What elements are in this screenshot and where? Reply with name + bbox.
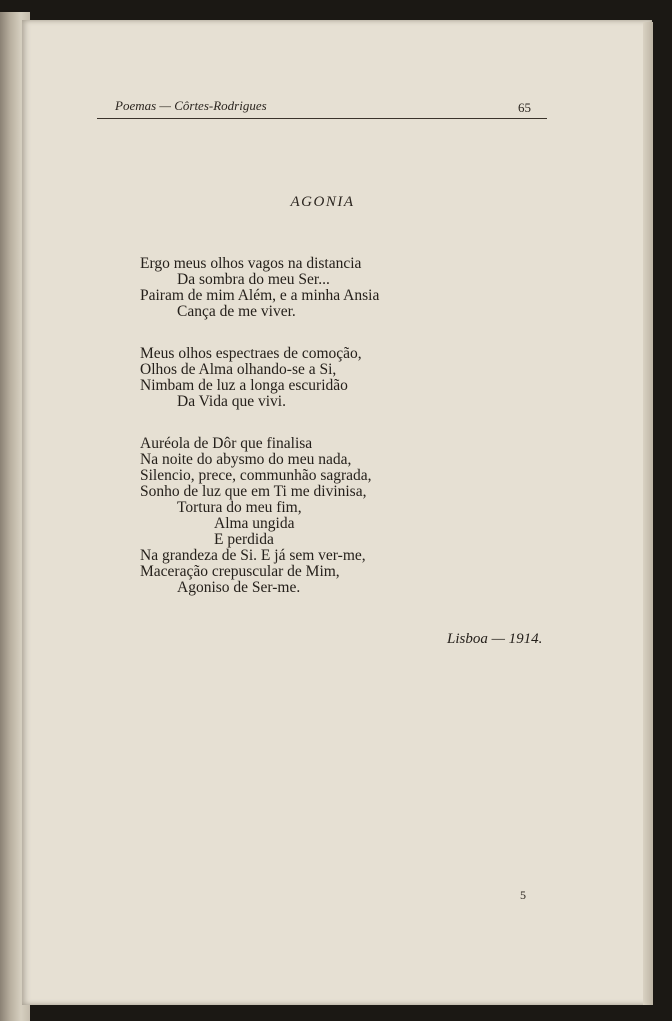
poem-line: Maceração crepuscular de Mim, [140, 563, 340, 580]
poem-line: Na grandeza de Si. E já sem ver-me, [140, 547, 366, 564]
stanza [140, 436, 372, 596]
poem-line: Meus olhos espectraes de comoção, [140, 345, 362, 362]
running-head [97, 98, 547, 119]
place-date: Lisboa — 1914. [447, 631, 543, 647]
poem-line: Da Vida que vivi. [177, 393, 286, 410]
poem-line: Sonho de luz que em Ti me divinisa, [140, 483, 367, 500]
poem-line: Na noite do abysmo do meu nada, [140, 451, 352, 468]
poem-line: Cança de me viver. [177, 303, 296, 320]
poem-line: Pairam de mim Além, e a minha Ansia [140, 287, 380, 304]
stanza [140, 256, 379, 320]
poem-line: Da sombra do meu Ser... [177, 271, 330, 288]
poem-line: Silencio, prece, communhão sagrada, [140, 467, 372, 484]
poem-line: Alma ungida [214, 515, 295, 532]
signature-mark: 5 [520, 888, 526, 902]
poem-line: Tortura do meu fim, [177, 499, 302, 516]
poem-line: Ergo meus olhos vagos na distancia [140, 255, 362, 272]
poem-title: AGONIA [290, 194, 355, 210]
poem-line: E perdida [214, 531, 274, 548]
page-number: 65 [518, 100, 531, 115]
poem-line: Olhos de Alma olhando-se a Si, [140, 361, 337, 378]
poem-line: Agoniso de Ser-me. [177, 579, 301, 596]
page-edge [643, 22, 653, 1005]
poem-line: Auréola de Dôr que finalisa [140, 435, 313, 452]
stanza [140, 346, 362, 410]
running-title: Poemas — Côrtes-Rodrigues [115, 98, 267, 113]
poem-line: Nimbam de luz a longa escuridão [140, 377, 348, 394]
